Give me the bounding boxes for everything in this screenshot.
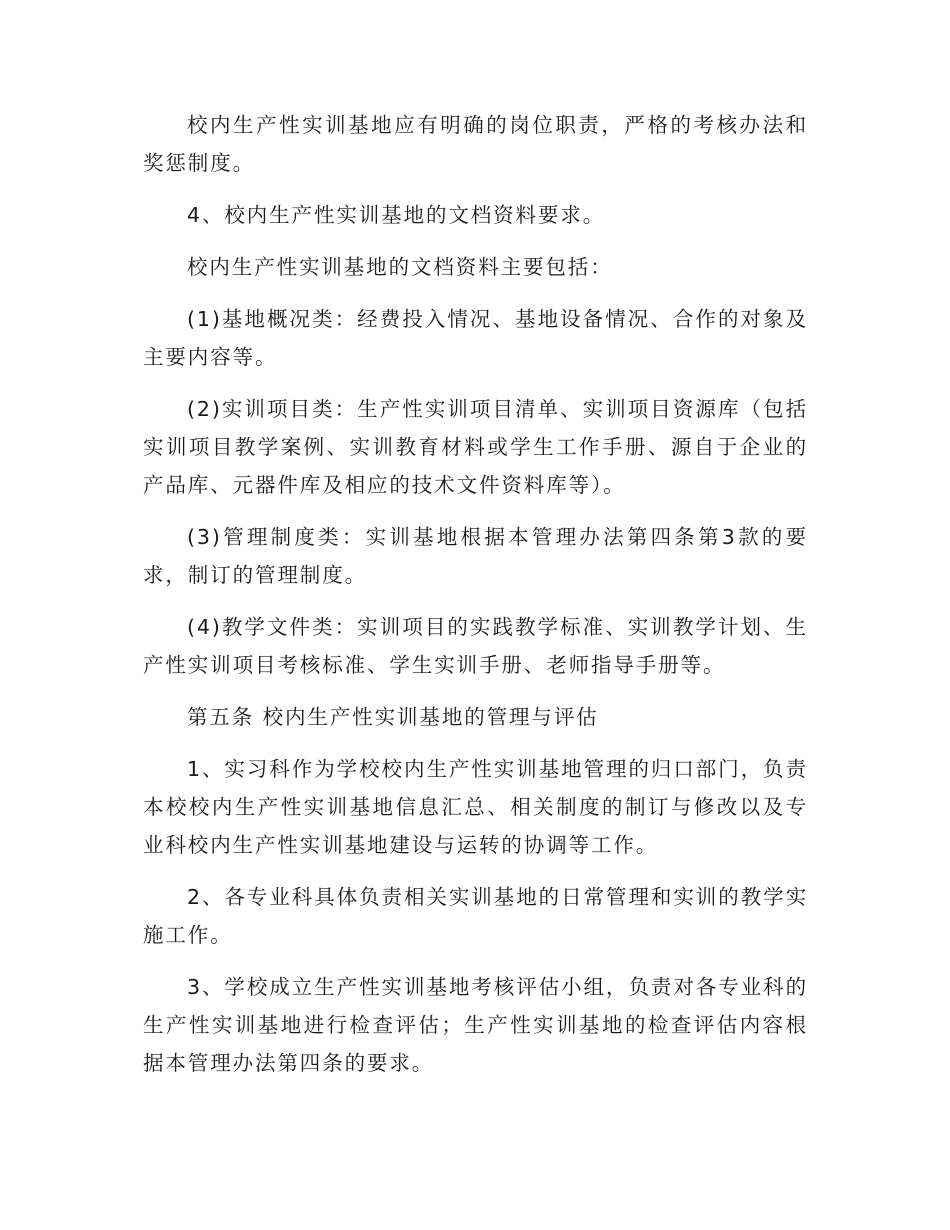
paragraph-item-1: (1)基地概况类：经费投入情况、基地设备情况、合作的对象及主要内容等。 (143, 307, 808, 369)
paragraph-article-5-item-2: 2、各专业科具体负责相关实训基地的日常管理和实训的教学实施工作。 (143, 885, 808, 947)
paragraph-item-4: (4)教学文件类：实训项目的实践教学标准、实训教学计划、生产性实训项目考核标准、学生实训手册、老师指导手册等。 (143, 615, 808, 677)
paragraph-job-duties: 校内生产性实训基地应有明确的岗位职责，严格的考核办法和奖惩制度。 (143, 113, 808, 175)
article-5-heading: 第五条 校内生产性实训基地的管理与评估 (187, 705, 599, 729)
paragraph-item-3: (3)管理制度类：实训基地根据本管理办法第四条第3款的要求，制订的管理制度。 (143, 525, 808, 587)
paragraph-item-2: (2)实训项目类：生产性实训项目清单、实训项目资源库（包括实训项目教学案例、实训教育材料或学生工作手册、源自于企业的产品库、元器件库及相应的技术文件资料库等）。 (143, 397, 808, 497)
paragraph-article-5-item-1: 1、实习科作为学校校内生产性实训基地管理的归口部门，负责本校校内生产性实训基地信息汇总、相关制度的制订与修改以及专业科校内生产性实训基地建设与运转的协调等工作。 (143, 757, 808, 857)
paragraph-section-4-title: 4、校内生产性实训基地的文档资料要求。 (187, 203, 606, 227)
paragraph-documents-intro: 校内生产性实训基地的文档资料主要包括： (187, 255, 613, 279)
document-body (143, 106, 808, 1096)
paragraph-article-5-item-3: 3、学校成立生产性实训基地考核评估小组，负责对各专业科的生产性实训基地进行检查评估；生产性实训基地的检查评估内容根据本管理办法第四条的要求。 (143, 975, 808, 1075)
